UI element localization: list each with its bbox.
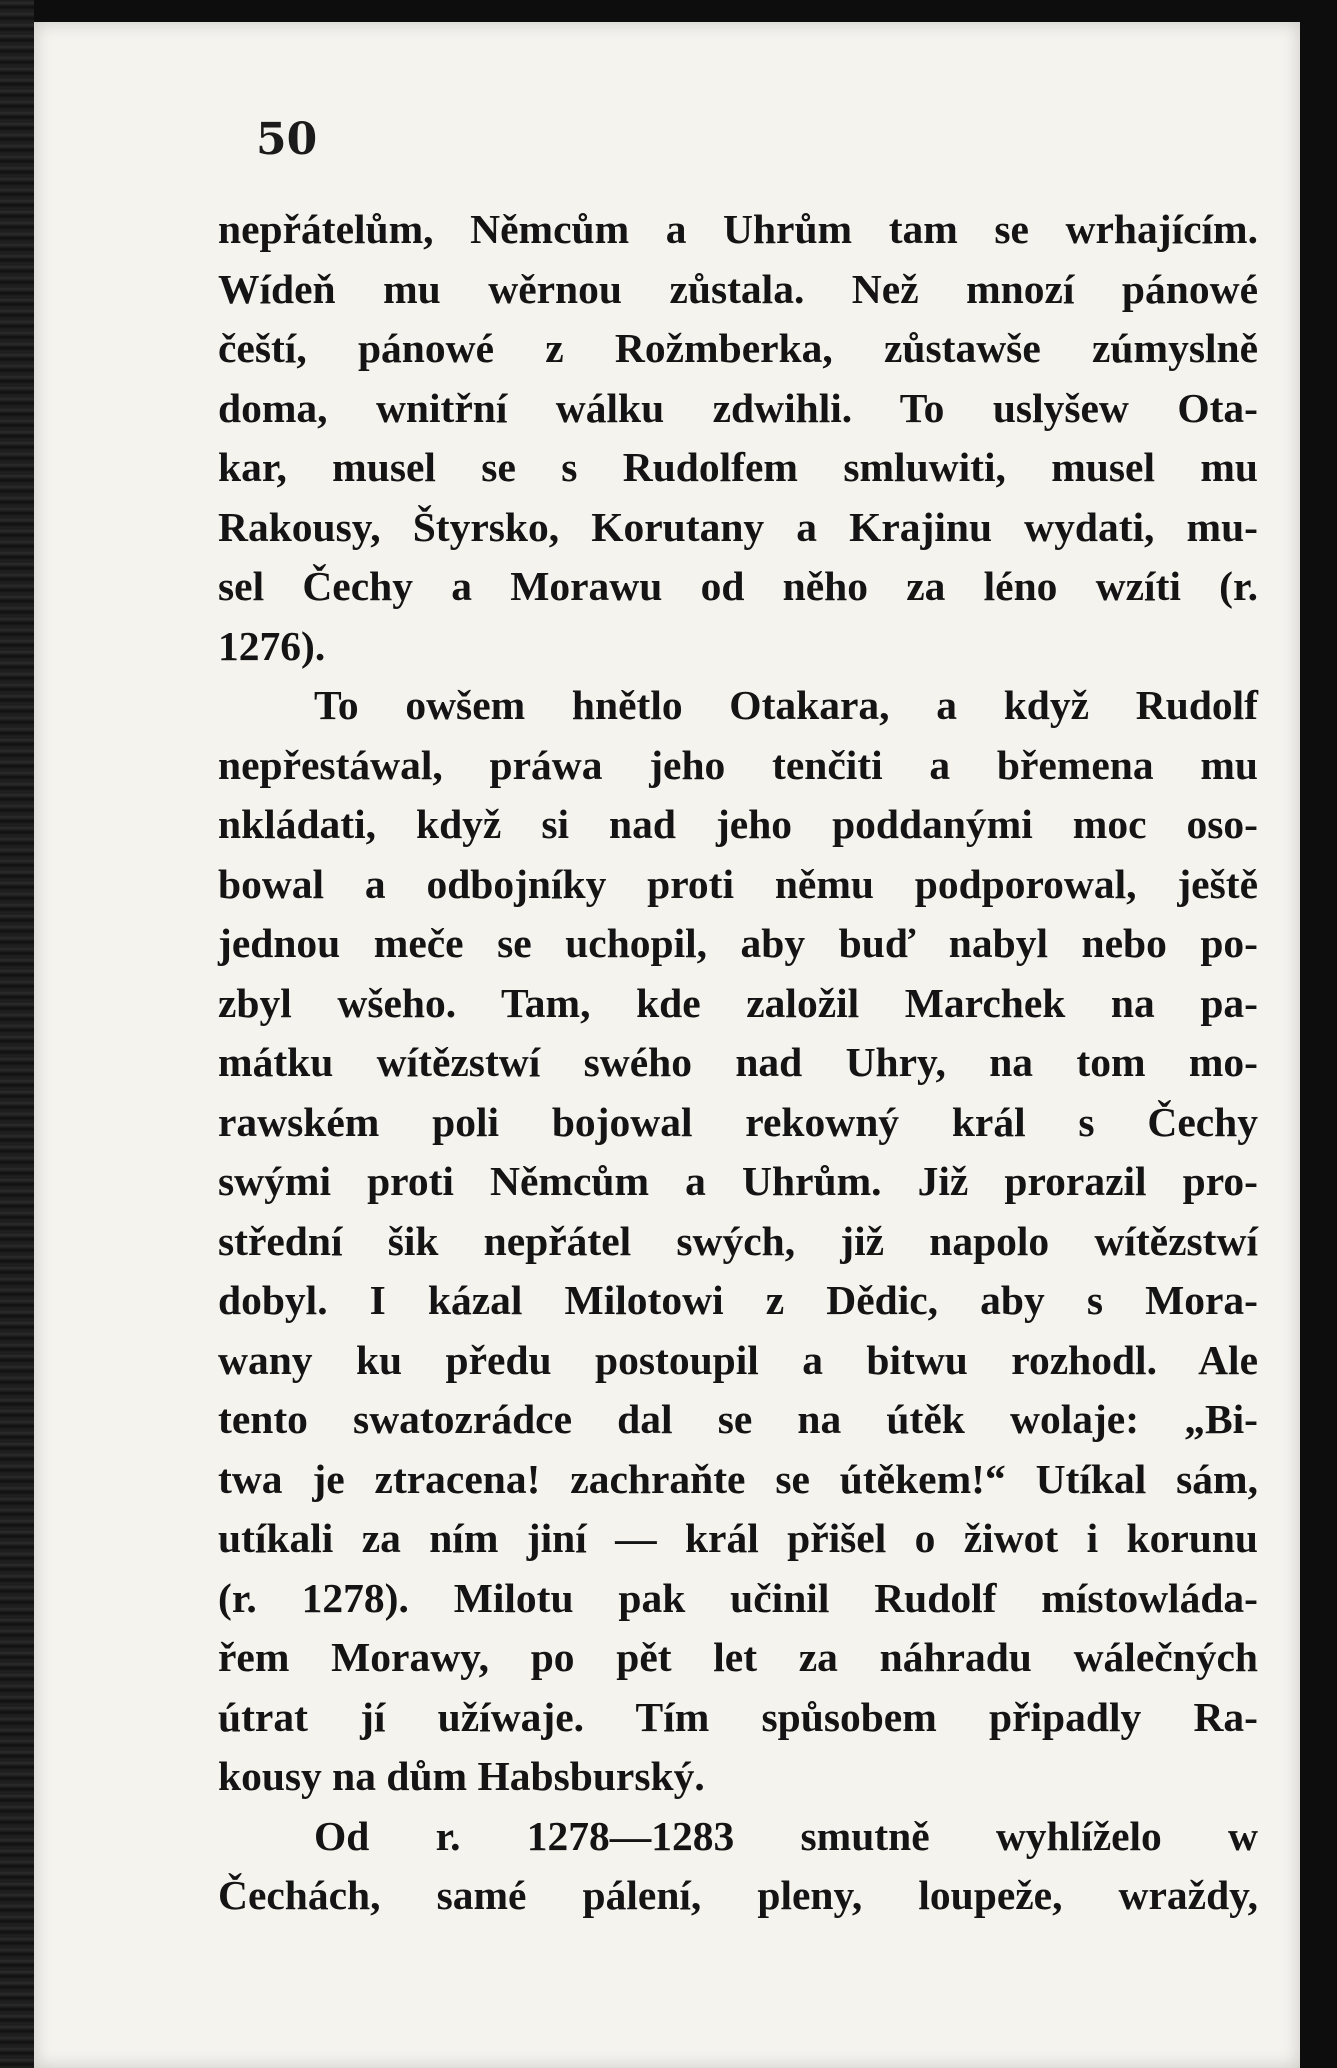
text-line: utíkali za ním jiní — král přišel o žiwot i korunu bbox=[218, 1515, 1258, 1561]
text-line: tento swatozrádce dal se na útěk wolaje: „Bi- bbox=[218, 1396, 1258, 1442]
text-line: swými proti Němcům a Uhrům. Již prorazil pro- bbox=[218, 1158, 1258, 1204]
text-line: To owšem hnětlo Otakara, a když Rudolf bbox=[314, 682, 1258, 728]
text-line: rawském poli bojowal rekowný král s Čechy bbox=[218, 1098, 1258, 1145]
text-line: nkládati, když si nad jeho poddanými moc oso- bbox=[218, 801, 1258, 847]
text-line: jednou meče se uchopil, aby buď nabyl nebo po- bbox=[218, 920, 1258, 966]
text-line: doma, wnitřní wálku zdwihli. To uslyšew Ota- bbox=[218, 384, 1258, 431]
text-line: čeští, pánowé z Rožmberka, zůstawše zúmyslně bbox=[218, 325, 1258, 371]
text-line: nepřestáwal, práwa jeho tenčiti a břemena mu bbox=[218, 741, 1258, 788]
text-line: bowal a odbojníky proti němu podporowal, ještě bbox=[218, 860, 1258, 907]
text-line: dobyl. I kázal Milotowi z Dědic, aby s Mora- bbox=[218, 1277, 1258, 1323]
body-text bbox=[218, 200, 1258, 1926]
text-line: Od r. 1278—1283 smutně wyhlíželo w bbox=[314, 1812, 1258, 1859]
text-line: řem Morawy, po pět let za náhradu wálečných bbox=[218, 1634, 1258, 1680]
text-line: útrat jí užíwaje. Tím spůsobem připadly Ra- bbox=[218, 1693, 1258, 1740]
paragraph-1 bbox=[218, 200, 1258, 676]
paragraph-3 bbox=[218, 1807, 1258, 1926]
text-line: Rakousy, Štyrsko, Korutany a Krajinu wydati, mu- bbox=[218, 503, 1258, 550]
text-line: twa je ztracena! zachraňte se útěkem!“ Utíkal sám, bbox=[218, 1455, 1258, 1502]
text-line: zbyl wšeho. Tam, kde založil Marchek na pa- bbox=[218, 979, 1258, 1026]
text-line: (r. 1278). Milotu pak učinil Rudolf místowláda- bbox=[218, 1574, 1258, 1621]
text-line: nepřátelům, Němcům a Uhrům tam se wrhajícím. bbox=[218, 206, 1258, 252]
text-line: střední šik nepřátel swých, již napolo wítězstwí bbox=[218, 1217, 1258, 1264]
text-line: kar, musel se s Rudolfem smluwiti, musel mu bbox=[218, 444, 1258, 490]
text-line: 1276). bbox=[218, 622, 326, 669]
paragraph-2 bbox=[218, 676, 1258, 1807]
text-line: wany ku předu postoupil a bitwu rozhodl. Ale bbox=[218, 1336, 1258, 1383]
text-line: Čechách, samé pálení, pleny, loupeže, wraždy, bbox=[218, 1872, 1258, 1918]
text-line: mátku wítězstwí swého nad Uhry, na tom mo- bbox=[218, 1039, 1258, 1085]
text-line: kousy na dům Habsburský. bbox=[218, 1753, 705, 1799]
book-spine-edge bbox=[0, 0, 34, 2068]
page-number: 50 bbox=[256, 114, 318, 165]
text-line: sel Čechy a Morawu od něho za léno wzíti (r. bbox=[218, 563, 1258, 609]
text-line: Wídeň mu wěrnou zůstala. Než mnozí pánowé bbox=[218, 265, 1258, 312]
